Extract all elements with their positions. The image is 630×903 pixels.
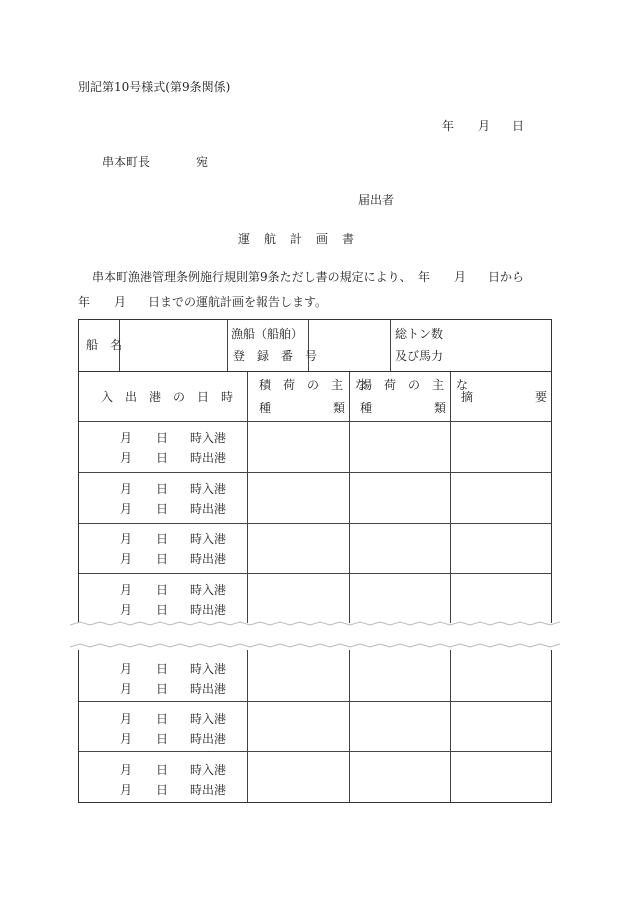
- row-7-entry-time: 時入港: [190, 763, 227, 777]
- row-2-entry-time: 時入港: [190, 482, 227, 496]
- registration-label-2: 登 録 番 号: [233, 349, 318, 363]
- row-4-entry-month: 月: [120, 583, 133, 597]
- row-6-exit-month: 月: [120, 732, 133, 746]
- row-2-exit-time: 時出港: [190, 502, 227, 516]
- date-month: 月: [478, 119, 491, 133]
- col-port-datetime: 入 出 港 の 日 時: [101, 390, 234, 404]
- form-label: 別記第10号様式(第9条関係): [78, 80, 231, 94]
- notifier-label: 届出者: [358, 193, 395, 207]
- col-remarks-a: 摘: [461, 390, 474, 404]
- omission-tear: [70, 620, 560, 650]
- col-cargo-loaded-2b: 類: [333, 401, 346, 415]
- addressee-honorific: 宛: [196, 155, 209, 169]
- row-3-entry-month: 月: [120, 532, 133, 546]
- row-7-exit-month: 月: [120, 783, 133, 797]
- row-6-exit-day: 日: [156, 732, 169, 746]
- vessel-info-table: [78, 319, 552, 371]
- row-3-entry-day: 日: [156, 532, 169, 546]
- document-title: 運 航 計 画 書: [238, 232, 356, 246]
- row-3-exit-month: 月: [120, 552, 133, 566]
- row-6-entry-time: 時入港: [190, 712, 227, 726]
- body-line-1: 串本町漁港管理条例施行規則第9条ただし書の規定により、: [92, 270, 412, 284]
- row-6-entry-month: 月: [120, 712, 133, 726]
- row-4-exit-day: 日: [156, 603, 169, 617]
- col-cargo-unloaded-2b: 類: [434, 401, 447, 415]
- col-remarks-b: 要: [535, 390, 548, 404]
- row-4-entry-day: 日: [156, 583, 169, 597]
- row-1-entry-time: 時入港: [190, 431, 227, 445]
- row-3-exit-day: 日: [156, 552, 169, 566]
- row-2-entry-day: 日: [156, 482, 169, 496]
- row-3-exit-time: 時出港: [190, 552, 227, 566]
- row-2-exit-day: 日: [156, 502, 169, 516]
- row-5-exit-month: 月: [120, 682, 133, 696]
- row-1-exit-time: 時出港: [190, 451, 227, 465]
- row-1-exit-month: 月: [120, 451, 133, 465]
- body-line2-month: 月: [114, 295, 127, 309]
- row-6-entry-day: 日: [156, 712, 169, 726]
- row-5-exit-day: 日: [156, 682, 169, 696]
- row-1-entry-day: 日: [156, 431, 169, 445]
- schedule-table-lower: [78, 650, 552, 803]
- registration-label-1: 漁船（船舶）: [231, 327, 304, 341]
- row-5-entry-month: 月: [120, 662, 133, 676]
- row-2-exit-month: 月: [120, 502, 133, 516]
- addressee-name: 串本町長: [102, 155, 151, 169]
- row-7-exit-time: 時出港: [190, 783, 227, 797]
- row-7-entry-day: 日: [156, 763, 169, 777]
- row-4-entry-time: 時入港: [190, 583, 227, 597]
- row-4-exit-time: 時出港: [190, 603, 227, 617]
- body-line2-rest: 日までの運航計画を報告します。: [148, 295, 328, 309]
- tonnage-field[interactable]: [391, 320, 551, 372]
- col-cargo-unloaded-1: 揚 荷 の 主 な: [360, 378, 469, 392]
- row-5-entry-day: 日: [156, 662, 169, 676]
- body-year: 年: [418, 270, 431, 284]
- row-7-exit-day: 日: [156, 783, 169, 797]
- tonnage-label-2: 及び馬力: [395, 349, 444, 363]
- date-day: 日: [512, 119, 525, 133]
- body-day-from: 日から: [488, 270, 525, 284]
- schedule-table-upper: [78, 371, 552, 623]
- vessel-name-field[interactable]: [120, 320, 227, 372]
- tonnage-label-1: 総トン数: [395, 327, 444, 341]
- body-line2-year: 年: [78, 295, 91, 309]
- row-7-entry-month: 月: [120, 763, 133, 777]
- row-3-entry-time: 時入港: [190, 532, 227, 546]
- date-year: 年: [442, 119, 455, 133]
- row-5-exit-time: 時出港: [190, 682, 227, 696]
- row-6-exit-time: 時出港: [190, 732, 227, 746]
- col-cargo-loaded-1: 積 荷 の 主 な: [259, 378, 368, 392]
- row-1-exit-day: 日: [156, 451, 169, 465]
- row-1-entry-month: 月: [120, 431, 133, 445]
- row-2-entry-month: 月: [120, 482, 133, 496]
- row-5-entry-time: 時入港: [190, 662, 227, 676]
- vessel-name-label: 船 名: [86, 338, 123, 352]
- row-4-exit-month: 月: [120, 603, 133, 617]
- registration-number-field[interactable]: [309, 320, 390, 372]
- col-cargo-loaded-2a: 種: [259, 401, 272, 415]
- col-cargo-unloaded-2a: 種: [360, 401, 373, 415]
- body-month: 月: [454, 270, 467, 284]
